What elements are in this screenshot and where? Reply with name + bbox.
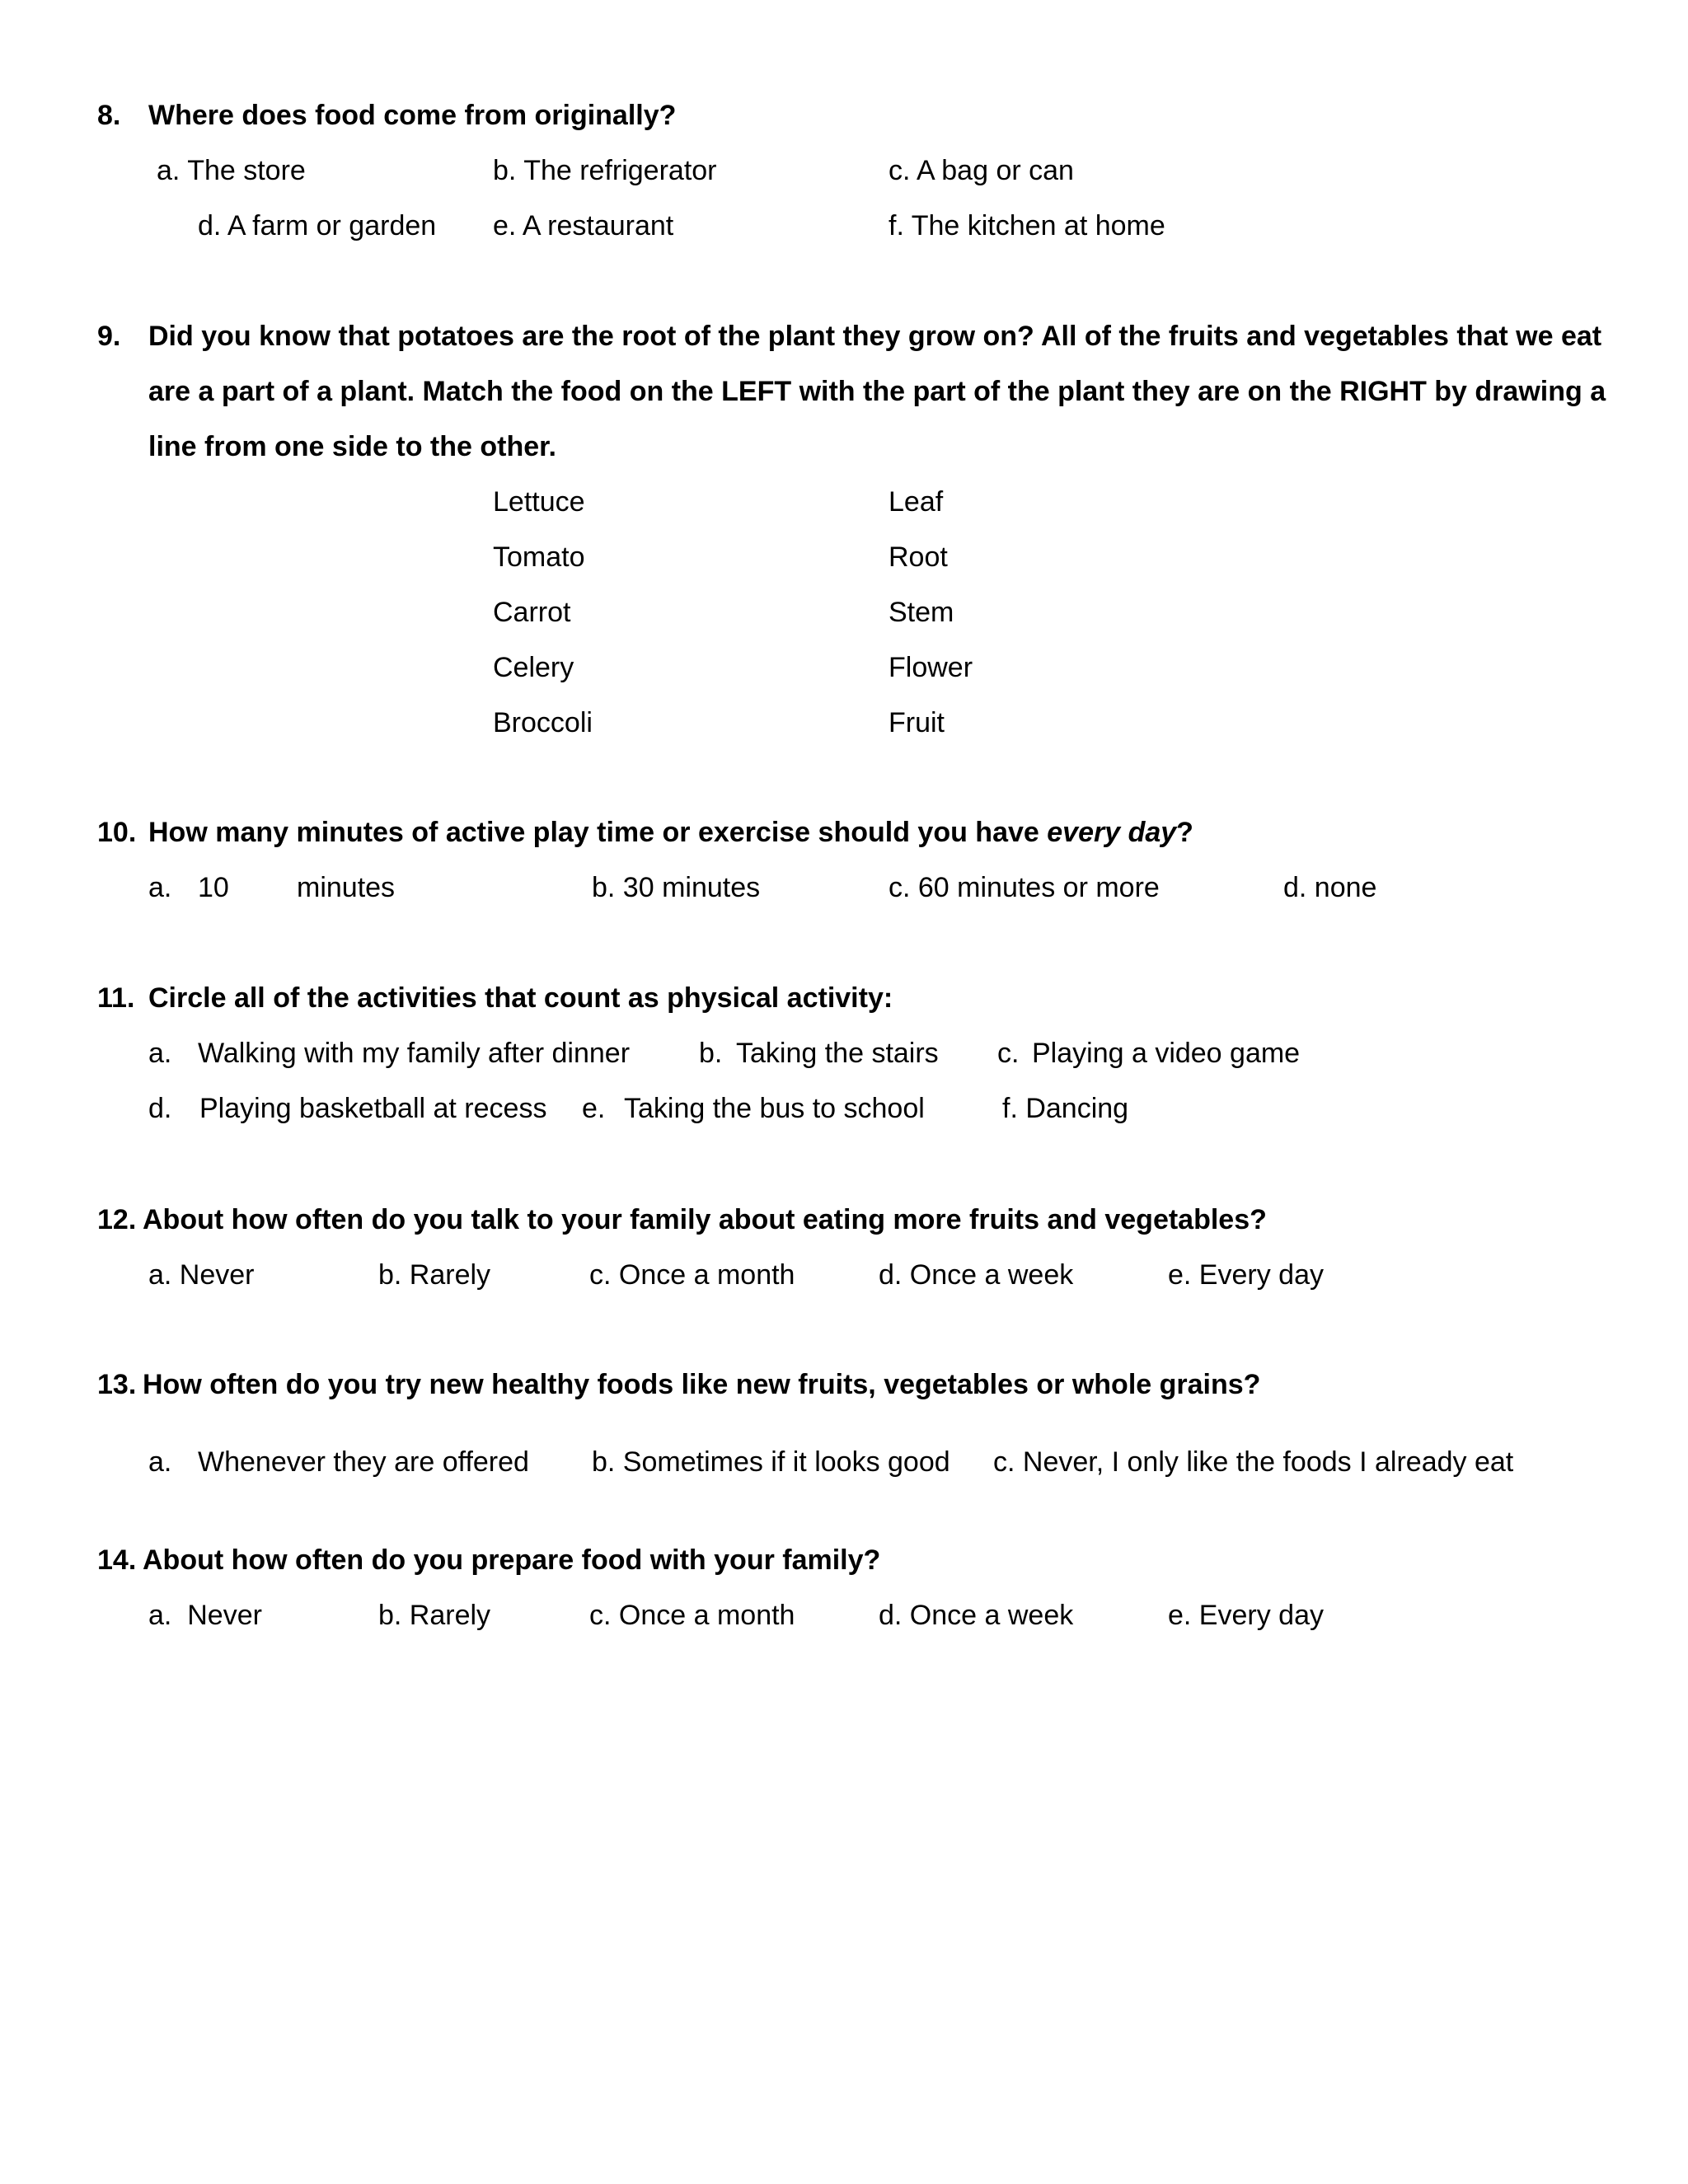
q13-question: How often do you try new healthy foods like new fruits, vegetables or whole grains? — [143, 1369, 1261, 1400]
q11-option-c-label[interactable]: c. — [997, 1038, 1020, 1069]
q8-option-c[interactable]: c. A bag or can — [889, 155, 1074, 186]
q12-option-d[interactable]: d. Once a week — [879, 1259, 1074, 1291]
q13-option-c[interactable]: c. Never, I only like the foods I already eat — [993, 1446, 1514, 1478]
q14-option-d[interactable]: d. Once a week — [879, 1600, 1074, 1631]
q13-option-a[interactable]: Whenever they are offered — [198, 1446, 529, 1478]
q11-question: Circle all of the activities that count as physical activity: — [148, 982, 893, 1014]
q11-number: 11. — [97, 982, 135, 1014]
q10-number: 10. — [97, 817, 137, 848]
q11-option-b[interactable]: Taking the stairs — [736, 1038, 939, 1069]
q9-part-flower[interactable]: Flower — [889, 652, 973, 683]
q11-option-d-label[interactable]: d. — [148, 1093, 172, 1124]
q12-question: About how often do you talk to your family about eating more fruits and vegetables? — [143, 1204, 1267, 1235]
q8-number: 8. — [97, 100, 121, 131]
q10-option-d[interactable]: d. none — [1283, 872, 1377, 903]
q14-number: 14. — [97, 1544, 137, 1576]
q11-option-b-label[interactable]: b. — [699, 1038, 723, 1069]
q11-option-e[interactable]: Taking the bus to school — [624, 1093, 925, 1124]
q12-option-a[interactable]: a. Never — [148, 1259, 255, 1291]
q11-option-c[interactable]: Playing a video game — [1032, 1038, 1301, 1069]
q14-option-a[interactable]: a. Never — [148, 1600, 262, 1631]
q9-number: 9. — [97, 321, 121, 352]
q13-number: 13. — [97, 1369, 137, 1400]
q10-option-b[interactable]: b. 30 minutes — [592, 872, 761, 903]
q9-part-root[interactable]: Root — [889, 541, 948, 573]
q12-option-c[interactable]: c. Once a month — [589, 1259, 795, 1291]
q9-food-broccoli[interactable]: Broccoli — [493, 707, 593, 738]
q12-number: 12. — [97, 1204, 137, 1235]
q8-option-e[interactable]: e. A restaurant — [493, 210, 674, 241]
q9-part-leaf[interactable]: Leaf — [889, 486, 944, 518]
q9-question-line-2: are a part of a plant. Match the food on the LEFT with the part of the plant they are on the RIGHT by drawing a — [148, 376, 1606, 407]
q10-question — [148, 816, 1193, 850]
q8-option-a[interactable]: a. The store — [157, 155, 306, 186]
q14-option-e[interactable]: e. Every day — [1168, 1600, 1324, 1631]
q12-option-e[interactable]: e. Every day — [1168, 1259, 1324, 1291]
q10-question-text: How many minutes of active play time or exercise should you have — [148, 817, 1048, 848]
q10-question-end: ? — [1176, 817, 1193, 848]
q9-part-fruit[interactable]: Fruit — [889, 707, 945, 738]
q14-question: About how often do you prepare food with your family? — [143, 1544, 881, 1576]
q9-food-lettuce[interactable]: Lettuce — [493, 486, 585, 518]
q9-question-line-1: Did you know that potatoes are the root of the plant they grow on? All of the fruits and vegetables that we eat — [148, 321, 1602, 352]
q14-option-c[interactable]: c. Once a month — [589, 1600, 795, 1631]
q10-option-a-value[interactable]: 10 — [198, 872, 229, 903]
q10-option-a-label[interactable]: a. — [148, 872, 172, 903]
q9-food-tomato[interactable]: Tomato — [493, 541, 585, 573]
q10-option-a-unit[interactable]: minutes — [297, 872, 396, 903]
q8-option-f[interactable]: f. The kitchen at home — [889, 210, 1165, 241]
q8-option-b[interactable]: b. The refrigerator — [493, 155, 717, 186]
q11-option-e-label[interactable]: e. — [582, 1093, 606, 1124]
q8-option-d[interactable]: d. A farm or garden — [198, 210, 437, 241]
q13-option-a-label[interactable]: a. — [148, 1446, 172, 1478]
q13-option-b[interactable]: b. Sometimes if it looks good — [592, 1446, 950, 1478]
q9-question-line-3: line from one side to the other. — [148, 431, 556, 462]
q9-food-celery[interactable]: Celery — [493, 652, 574, 683]
q8-question: Where does food come from originally? — [148, 100, 677, 131]
q9-food-carrot[interactable]: Carrot — [493, 597, 571, 628]
q11-option-a[interactable]: Walking with my family after dinner — [198, 1038, 631, 1069]
q11-option-d[interactable]: Playing basketball at recess — [199, 1093, 547, 1124]
q12-option-b[interactable]: b. Rarely — [378, 1259, 491, 1291]
q14-option-b[interactable]: b. Rarely — [378, 1600, 491, 1631]
q11-option-a-label[interactable]: a. — [148, 1038, 172, 1069]
q10-question-emphasis: every day — [1047, 817, 1177, 848]
q11-option-f[interactable]: f. Dancing — [1002, 1093, 1129, 1124]
q10-option-c[interactable]: c. 60 minutes or more — [889, 872, 1160, 903]
q9-part-stem[interactable]: Stem — [889, 597, 954, 628]
